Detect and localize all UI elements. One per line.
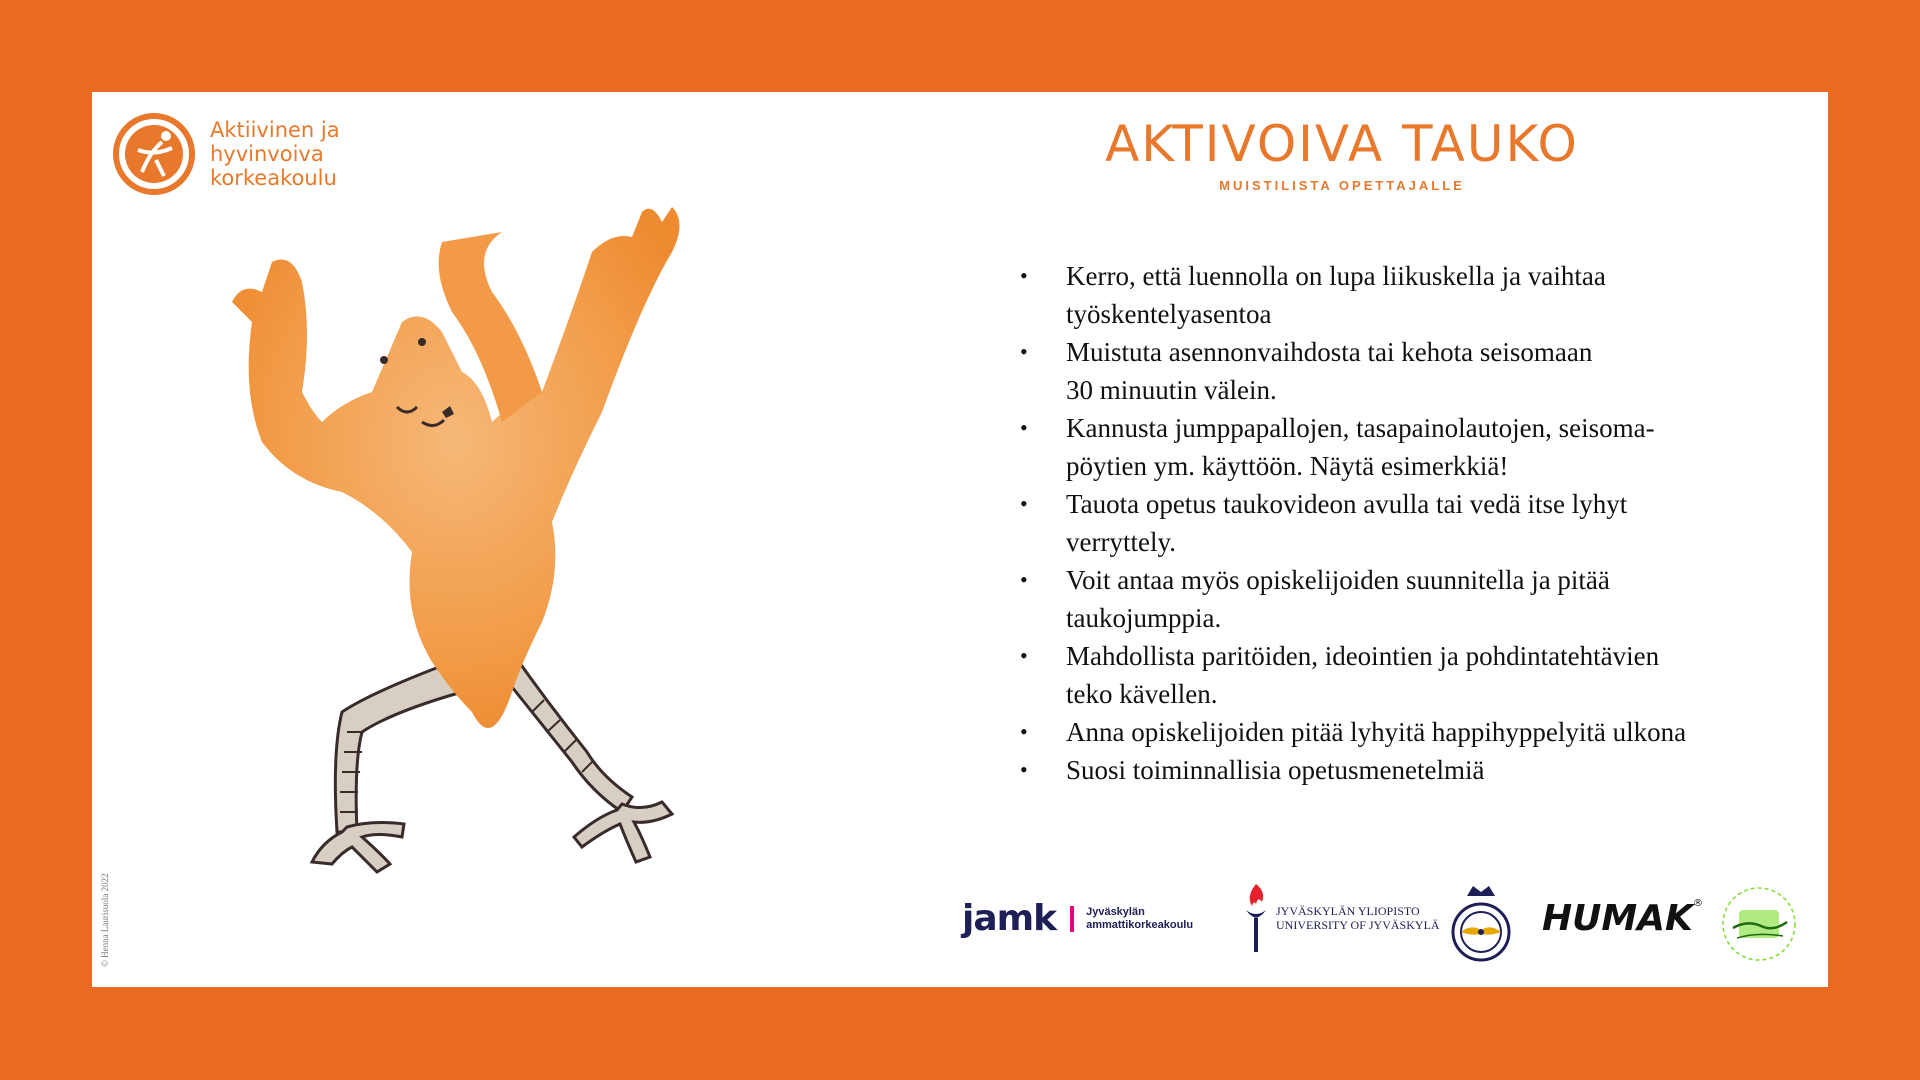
list-item bbox=[1020, 713, 1856, 751]
brand-line: hyvinvoiva bbox=[210, 142, 324, 166]
list-item bbox=[1020, 257, 1856, 333]
list-item-line: työskentelyasentoa bbox=[1066, 299, 1272, 329]
list-item-line: taukojumppia. bbox=[1066, 603, 1222, 633]
humak-logo bbox=[1542, 898, 1703, 939]
jamk-subtitle bbox=[1086, 906, 1193, 932]
checklist bbox=[1010, 257, 1856, 789]
jyu-name bbox=[1276, 904, 1440, 932]
bullet-icon: • bbox=[1020, 719, 1028, 744]
torch-icon bbox=[1242, 882, 1270, 954]
list-item-line: teko kävellen. bbox=[1066, 679, 1218, 709]
list-item-line: Muistuta asennonvaihdosta tai kehota seisomaan bbox=[1066, 337, 1593, 367]
page-subtitle: MUISTILISTA OPETTAJALLE bbox=[1219, 178, 1465, 193]
list-item bbox=[1020, 637, 1856, 713]
list-item-line: Suosi toiminnallisia opetusmenetelmiä bbox=[1066, 755, 1485, 785]
bullet-icon: • bbox=[1020, 491, 1028, 516]
humak-wordmark: HUMAK bbox=[1542, 898, 1693, 939]
aktiivinen-korkeakoulu-circle-logo-icon bbox=[112, 112, 196, 196]
liikkuva-opiskelu-badge-icon bbox=[1717, 882, 1801, 966]
bullet-icon: • bbox=[1020, 263, 1028, 288]
list-item-line: 30 minuutin välein. bbox=[1066, 375, 1277, 405]
list-item-line: pöytien ym. käyttöön. Näytä esimerkkiä! bbox=[1066, 451, 1509, 481]
title-block bbox=[1092, 114, 1592, 193]
copyright-text: © Henna Laurisuola 2022 bbox=[100, 873, 110, 967]
brand-line: Aktiivinen ja bbox=[210, 118, 340, 142]
jyu-line: UNIVERSITY OF JYVÄSKYLÄ bbox=[1276, 918, 1440, 932]
list-item-line: Kerro, että luennolla on lupa liikuskella ja vaihtaa bbox=[1066, 261, 1606, 291]
list-item bbox=[1020, 409, 1856, 485]
list-item-line: Voit antaa myös opiskelijoiden suunnitella ja pitää bbox=[1066, 565, 1610, 595]
bullet-icon: • bbox=[1020, 567, 1028, 592]
jamk-logo bbox=[962, 898, 1193, 939]
brand-header bbox=[112, 112, 340, 196]
jamk-line: Jyväskylän bbox=[1086, 905, 1145, 918]
content-card bbox=[92, 92, 1828, 987]
bullet-icon: • bbox=[1020, 643, 1028, 668]
bullet-icon: • bbox=[1020, 415, 1028, 440]
jamk-line: ammattikorkeakoulu bbox=[1086, 918, 1194, 931]
list-item-line: Mahdollista paritöiden, ideointien ja pohdintatehtävien bbox=[1066, 641, 1660, 671]
brand-line: korkeakoulu bbox=[210, 166, 337, 190]
jyu-logo bbox=[1242, 882, 1440, 954]
list-item-line: Anna opiskelijoiden pitää lyhyitä happihyppelyitä ulkona bbox=[1066, 717, 1687, 747]
page-title: AKTIVOIVA TAUKO bbox=[1105, 115, 1579, 173]
registered-mark: ® bbox=[1692, 898, 1703, 909]
jamk-divider bbox=[1070, 906, 1074, 932]
list-item bbox=[1020, 561, 1856, 637]
jamk-wordmark: jamk bbox=[962, 898, 1057, 939]
brand-name bbox=[210, 118, 340, 190]
dancing-bird-illustration bbox=[172, 192, 812, 982]
list-item-line: Tauota opetus taukovideon avulla tai vedä itse lyhyt bbox=[1066, 489, 1628, 519]
list-item-line: verryttely. bbox=[1066, 527, 1176, 557]
list-item-line: Kannusta jumppapallojen, tasapainolautojen, seisoma- bbox=[1066, 413, 1655, 443]
eagle-crest-icon bbox=[1449, 882, 1513, 966]
jyu-line: JYVÄSKYLÄN YLIOPISTO bbox=[1276, 904, 1420, 918]
list-item bbox=[1020, 751, 1856, 789]
bullet-icon: • bbox=[1020, 757, 1028, 782]
list-item bbox=[1020, 485, 1856, 561]
partner-logos bbox=[962, 872, 1802, 972]
bullet-icon: • bbox=[1020, 339, 1028, 364]
list-item bbox=[1020, 333, 1856, 409]
